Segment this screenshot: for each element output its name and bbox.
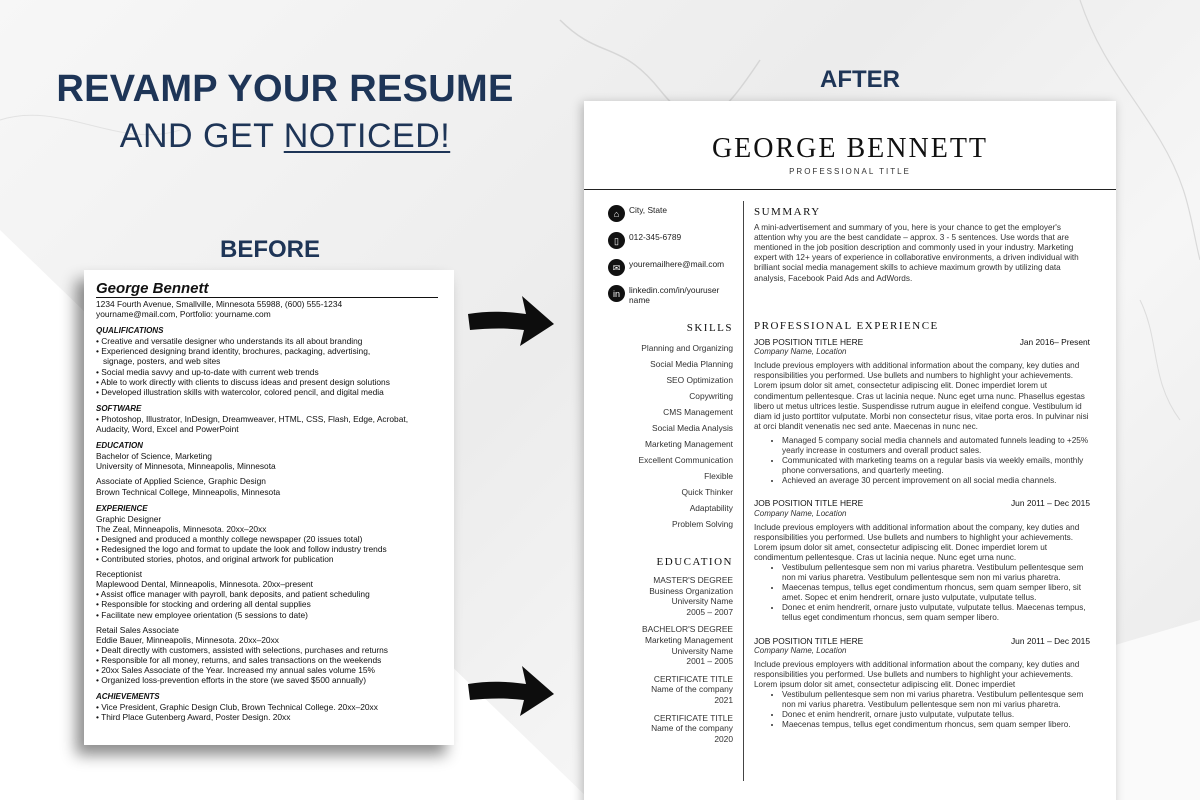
list-item: Receptionist <box>96 569 143 580</box>
job-description: Include previous employers with additional information about the company, key duties and responsibilities you performed. Use bullets and numbers to highlight your achievements. Lorem ipsum dolor sit amet, consectetur adipiscing elit. Donec imperdiet lorem ut condimentum pellentesque. Cras ut lacinia neque. Nunc eget urna nunc. <box>754 522 1080 562</box>
job-bullets <box>754 690 1090 730</box>
contact-text: City, State <box>629 205 668 215</box>
job-title: JOB POSITION TITLE HERE <box>754 337 864 348</box>
skills-list <box>584 340 733 532</box>
list-item: • Photoshop, Illustrator, InDesign, Dreamweaver, HTML, CSS, Flash, Edge, Acrobat, <box>96 413 409 424</box>
job-dates: Jan 2016– Present <box>1019 337 1090 348</box>
old-section-heading: QUALIFICATIONS <box>96 326 164 336</box>
job-bullet: • Donec et enim hendrerit, ornare justo vulputate, vulputate tellus. Maecenas tempus, tellus eget condimentum rhoncus, sem quam semper libero. <box>782 603 1090 623</box>
old-job-block <box>96 625 442 686</box>
contact-phone <box>608 232 733 249</box>
list-item: • Contributed stories, photos, and original artwork for publication <box>96 554 334 565</box>
old-section-heading: ACHIEVEMENTS <box>96 692 160 702</box>
job-bullet: • Communicated with marketing teams on a regular basis via weekly emails, monthly phone conversations, and quarterly meeting. <box>782 456 1090 476</box>
skill-item: Adaptability <box>689 503 733 513</box>
job-title: JOB POSITION TITLE HERE <box>754 635 864 646</box>
job-bullet: • Managed 5 company social media channels and automated funnels leading to +25% yearly increase in costumers and overall product sales. <box>782 436 1090 456</box>
list-item: Graphic Designer <box>96 513 162 524</box>
job-company: Company Name, Location <box>754 508 847 518</box>
list-item: • 20xx Sales Associate of the Year. Increased my annual sales volume 15% <box>96 665 376 675</box>
skill-item: Social Media Planning <box>650 359 733 369</box>
resume-title: PROFESSIONAL TITLE <box>789 167 911 176</box>
edu-degree: CERTIFICATE TITLE <box>653 673 733 684</box>
old-section-heading: SOFTWARE <box>96 403 142 413</box>
after-resume <box>584 101 1116 800</box>
list-item: Retail Sales Associate <box>96 624 179 635</box>
list-item: • Developed illustration skills with watercolor, colored pencil, and digital media <box>96 386 384 397</box>
job-bullet: • Vestibulum pellentesque sem non mi varius pharetra. Vestibulum pellentesque sem non mi varius pharetra. Vestibulum pellentesque sem non mi varius pharetra. <box>782 690 1090 710</box>
edu-school: University Name <box>671 596 733 607</box>
after-label: AFTER <box>820 66 900 93</box>
old-section-heading: EDUCATION <box>96 441 143 451</box>
summary-section <box>754 207 1090 284</box>
job-entry <box>754 498 1090 623</box>
skill-item: Social Media Analysis <box>652 423 733 433</box>
arrow-right-icon <box>466 290 556 350</box>
headline-underlined-word: NOTICED! <box>283 117 451 155</box>
job-company: Company Name, Location <box>754 347 847 357</box>
contact-text: youremailhere@mail.com <box>629 259 725 269</box>
column-divider <box>743 201 744 781</box>
experience-section <box>754 321 1090 730</box>
contact-location <box>608 205 733 222</box>
skill-item: Excellent Communication <box>638 455 733 465</box>
job-dates: Jun 2011 – Dec 2015 <box>1010 498 1090 509</box>
edu-years: 2005 – 2007 <box>686 606 733 617</box>
list-item: • Able to work directly with clients to discuss ideas and present design solutions <box>96 376 390 387</box>
job-description: Include previous employers with additional information about the company, key duties and responsibilities you performed. Use bullets and numbers to highlight your achievements. Lorem ipsum dolor sit amet, consectetur adipiscing elit. Donec imperdiet lorem ut condimentum pellentesque. Cras ut lacinia neque. Nunc eget urna nunc. Phasellus egestas libero ut metus ultrices lestie. Suspendisse rutrum augue in eleifend congue. Vestibulum id diam id justo porttitor vulputate. Morbi non consectetur risus, vitae porta eros. In pulvinar nisi at orci blandit venenatis nec sed ante. Maecenas in nunc nec. <box>754 361 1089 431</box>
job-entry <box>754 337 1090 486</box>
list-item: • Responsible for stocking and ordering all dental supplies <box>96 599 311 610</box>
edu-school: University Name <box>671 645 733 656</box>
list-item: • Designed and produced a monthly college newspaper (20 issues total) <box>96 533 363 544</box>
edu-degree: MASTER'S DEGREE <box>653 575 733 585</box>
headline <box>30 68 540 156</box>
edu-degree: BACHELOR'S DEGREE <box>642 624 733 635</box>
job-bullets <box>754 436 1090 486</box>
edu-years: 2020 <box>714 733 733 744</box>
list-item: • Responsible for all money, returns, and sales transactions on the weekends <box>96 654 382 665</box>
edu-field: Name of the company <box>651 723 733 734</box>
job-bullet: • Vestibulum pellentesque sem non mi varius pharetra. Vestibulum pellentesque sem non mi varius pharetra. Vestibulum pellentesque sem non mi varius pharetra. <box>782 563 1090 583</box>
before-label: BEFORE <box>219 236 320 263</box>
headline-line-1: REVAMP YOUR RESUME <box>56 68 514 110</box>
edu-years: 2001 – 2005 <box>686 656 733 667</box>
old-software-list <box>96 414 442 434</box>
list-item: signage, posters, and web sites <box>96 356 221 367</box>
job-bullet: • Donec et enim hendrerit, ornare justo vulputate, vulputate tellus. <box>782 710 1090 720</box>
summary-heading: SUMMARY <box>754 206 821 218</box>
skills-heading: SKILLS <box>686 322 733 334</box>
list-item: • Experienced designing brand identity, brochures, packaging, advertising, <box>96 346 371 357</box>
skill-item: Copywriting <box>689 391 733 401</box>
contact-text: 012-345-6789 <box>629 232 682 242</box>
list-item: • Facilitate new employee orientation (5 sessions to date) <box>96 609 308 620</box>
home-icon: ⌂ <box>608 205 625 222</box>
old-resume-name: George Bennett <box>96 280 209 297</box>
list-item: • Social media savvy and up-to-date with current web trends <box>96 366 319 377</box>
list-item: Brown Technical College, Minneapolis, Minnesota <box>96 486 281 497</box>
job-dates: Jun 2011 – Dec 2015 <box>1010 635 1090 646</box>
education-list <box>584 575 733 751</box>
skill-item: Flexible <box>704 471 733 481</box>
list-item: Associate of Applied Science, Graphic Design <box>96 476 266 487</box>
list-item: The Zeal, Minneapolis, Minnesota. 20xx–20xx <box>96 523 267 534</box>
before-resume <box>84 270 454 745</box>
education-heading: EDUCATION <box>656 556 733 568</box>
contact-email <box>608 259 733 276</box>
old-resume-rule <box>96 297 438 298</box>
summary-text: A mini-advertisement and summary of you, here is your chance to get the employer's attention why you are the best candidate – approx. 3 - 5 sentences. Use words that are mentioned in the job position description and commonly used in your industry. Marketing expert with 12+ years of experience in collaborative environments, a driven individual with brilliant social media management skills to achieve maximum growth by utilizing data analysis, Facebook Paid Ads and AdWords. <box>754 223 1079 283</box>
headline-line-2 <box>30 117 540 156</box>
skill-item: Marketing Management <box>645 439 733 449</box>
edu-field: Name of the company <box>651 684 733 695</box>
contact-text: linkedin.com/in/youruser name <box>629 285 720 305</box>
old-education-block <box>96 476 442 496</box>
job-bullets <box>754 563 1090 624</box>
edu-degree: CERTIFICATE TITLE <box>653 712 733 723</box>
list-item: • Assist office manager with payroll, bank deposits, and patient scheduling <box>96 589 370 600</box>
education-item <box>584 575 733 617</box>
job-header <box>754 498 1090 508</box>
job-bullet: • Achieved an average 30 percent improvement on all social media channels. <box>782 476 1090 486</box>
old-qualifications-list <box>96 336 442 397</box>
education-item <box>584 624 733 666</box>
list-item: • Third Place Gutenberg Award, Poster Design. 20xx <box>96 712 291 723</box>
experience-heading: PROFESSIONAL EXPERIENCE <box>754 320 939 332</box>
edu-field: Marketing Management <box>645 634 733 645</box>
job-description: Include previous employers with additional information about the company, key duties and responsibilities you performed. Use bullets and numbers to highlight your achievements. Lorem ipsum dolor sit amet, consectetur adipiscing elit. Donec imperdiet <box>754 659 1080 689</box>
resume-name: GEORGE BENNETT <box>711 133 989 164</box>
old-section-heading: EXPERIENCE <box>96 503 148 513</box>
list-item: • Organized loss-prevention efforts in the store (we saved $500 annually) <box>96 675 366 686</box>
list-item: Eddie Bauer, Minneapolis, Minnesota. 20xx–20xx <box>96 634 279 645</box>
list-item: Maplewood Dental, Minneapolis, Minnesota. 20xx–present <box>96 579 313 590</box>
list-item: • Redesigned the logo and format to update the look and follow industry trends <box>96 543 387 554</box>
contact-linkedin <box>608 285 733 305</box>
old-contact-line: 1234 Fourth Avenue, Smallville, Minnesota 55988, (600) 555-1234 <box>96 299 343 309</box>
mail-icon: ✉ <box>608 259 625 276</box>
education-item <box>584 713 733 745</box>
headline-line-2-prefix: AND GET <box>119 117 284 155</box>
job-header <box>754 636 1090 646</box>
job-entry <box>754 636 1090 731</box>
old-education-block <box>96 451 442 471</box>
old-job-block <box>96 569 442 619</box>
header-rule <box>584 189 1116 190</box>
job-title: JOB POSITION TITLE HERE <box>754 498 864 509</box>
list-item: Audacity, Word, Excel and PowerPoint <box>96 424 239 435</box>
job-bullet: • Maecenas tempus, tellus eget condimentum rhoncus, sem quam semper libero. <box>782 720 1090 730</box>
list-item: University of Minnesota, Minneapolis, Minnesota <box>96 461 276 472</box>
job-company: Company Name, Location <box>754 645 847 655</box>
edu-years: 2021 <box>714 694 733 705</box>
old-job-block <box>96 514 442 564</box>
list-item: • Creative and versatile designer who understands its all about branding <box>96 336 363 347</box>
job-header <box>754 337 1090 347</box>
list-item: Bachelor of Science, Marketing <box>96 451 212 462</box>
edu-field: Business Organization <box>649 585 733 596</box>
skill-item: Planning and Organizing <box>641 343 733 353</box>
list-item: • Dealt directly with customers, assisted with selections, purchases and returns <box>96 644 388 655</box>
linkedin-icon: in <box>608 285 625 302</box>
skill-item: SEO Optimization <box>666 375 733 385</box>
education-item <box>584 674 733 706</box>
skill-item: Problem Solving <box>672 519 733 529</box>
phone-icon: ▯ <box>608 232 625 249</box>
list-item: • Vice President, Graphic Design Club, Brown Technical College. 20xx–20xx <box>96 702 378 713</box>
old-contact-line: yourname@mail.com, Portfolio: yourname.com <box>96 309 271 320</box>
skill-item: Quick Thinker <box>681 487 733 497</box>
arrow-right-icon <box>466 660 556 720</box>
skill-item: CMS Management <box>663 407 733 417</box>
job-bullet: • Maecenas tempus, tellus eget condimentum rhoncus, sem quam semper libero, sit amet. Sopec et enim hendrerit, ornare justo vulputate, vulputate tellus. <box>782 583 1090 603</box>
old-achievements-list <box>96 702 442 722</box>
